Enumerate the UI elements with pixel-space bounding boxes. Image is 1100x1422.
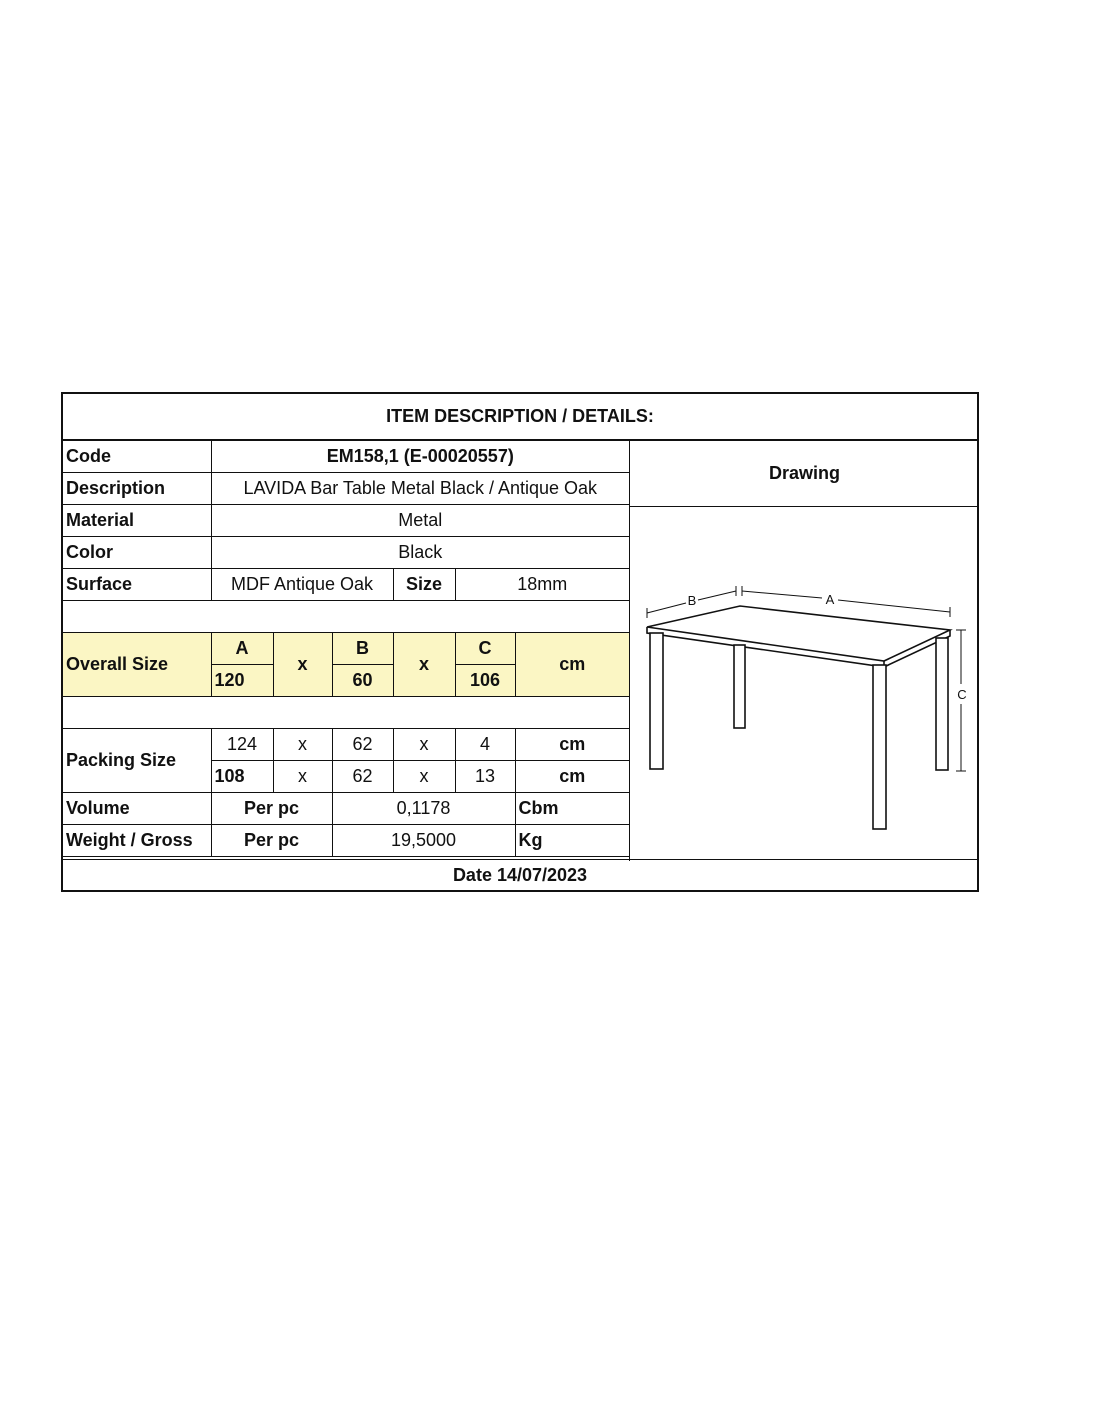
packing-2-x1: x [273,761,332,793]
material-row [63,505,629,537]
overall-a-label: A [211,633,273,665]
volume-per: Per pc [211,793,332,825]
overall-c-value: 106 [455,665,515,697]
packing-1-a: 124 [211,729,273,761]
packing-2-b: 62 [332,761,393,793]
leg-front-left [650,633,663,769]
description-label: Description [63,473,211,505]
overall-b-value: 60 [332,665,393,697]
drawing-area [629,507,979,861]
packing-row-1 [63,729,629,761]
packing-2-c: 13 [455,761,515,793]
spacer-row [63,601,629,633]
color-label: Color [63,537,211,569]
material-value: Metal [211,505,629,537]
dim-c-label: C [957,687,967,702]
surface-value: MDF Antique Oak [211,569,393,601]
packing-size-label: Packing Size [63,729,211,793]
overall-unit: cm [515,633,629,697]
weight-unit: Kg [515,825,629,857]
volume-row [63,793,629,825]
spacer-row-2 [63,697,629,729]
color-row [63,537,629,569]
color-value: Black [211,537,629,569]
drawing-heading: Drawing [629,441,979,507]
table-outline [647,606,950,829]
tabletop [647,606,950,661]
table-drawing [630,507,978,861]
item-details-sheet [61,392,979,892]
sheet-title: ITEM DESCRIPTION / DETAILS: [63,394,977,441]
overall-size-row-top [63,633,629,665]
packing-2-unit: cm [515,761,629,793]
description-row [63,473,629,505]
spacer-cell-2 [63,697,629,729]
packing-1-unit: cm [515,729,629,761]
volume-value: 0,1178 [332,793,515,825]
overall-c-label: C [455,633,515,665]
overall-a-value: 120 [211,665,273,697]
weight-value: 19,5000 [332,825,515,857]
surface-row [63,569,629,601]
weight-label: Weight / Gross [63,825,211,857]
weight-row [63,825,629,857]
material-label: Material [63,505,211,537]
dim-a-label: A [825,592,835,607]
spec-table [63,441,629,857]
date-footer: Date 14/07/2023 [63,859,977,890]
overall-b-label: B [332,633,393,665]
weight-per: Per pc [211,825,332,857]
packing-1-b: 62 [332,729,393,761]
code-row [63,441,629,473]
spacer-cell [63,601,629,633]
code-label: Code [63,441,211,473]
volume-label: Volume [63,793,211,825]
surface-label: Surface [63,569,211,601]
size-label: Size [393,569,455,601]
leg-front-right [873,665,886,829]
overall-x-2: x [393,633,455,697]
packing-2-x2: x [393,761,455,793]
leg-back-right [936,638,948,770]
size-value: 18mm [455,569,629,601]
overall-size-label: Overall Size [63,633,211,697]
packing-1-x2: x [393,729,455,761]
packing-2-a: 108 [211,761,273,793]
packing-1-x1: x [273,729,332,761]
volume-unit: Cbm [515,793,629,825]
leg-back-left [734,645,745,728]
dim-b-label: B [687,593,697,608]
packing-1-c: 4 [455,729,515,761]
description-value: LAVIDA Bar Table Metal Black / Antique Oak [211,473,629,505]
overall-x-1: x [273,633,332,697]
code-value: EM158,1 (E-00020557) [211,441,629,473]
